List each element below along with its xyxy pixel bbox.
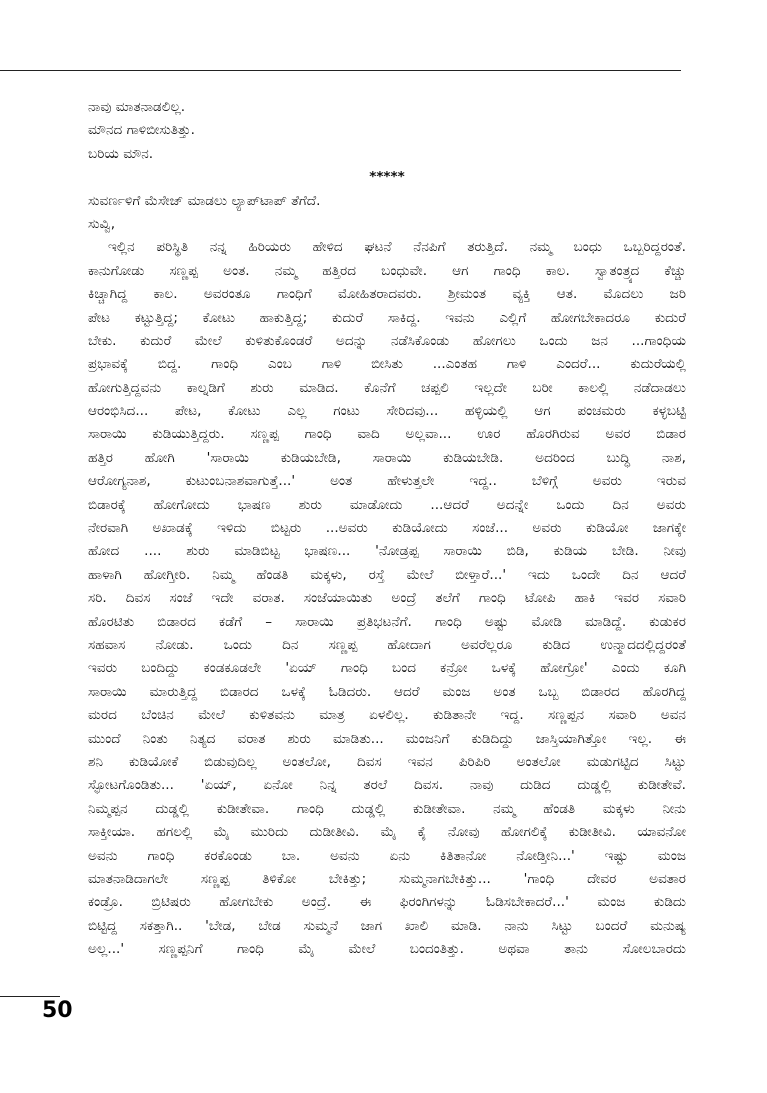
text-line: ಆರಂಭಿಸಿದ... ಪೇಟ, ಕೋಟು ಎಲ್ಲ ಗಂಟು ಸೇರಿದವು... ಹಳ್ಳಿಯಲ್ಲಿ ಆಗ ಪಂಚಮರು ಕಳ್ಳಬಟ್ಟಿ	[88, 403, 686, 420]
text-line: ಸಹವಾಸ ನೋಡು. ಒಂದು ದಿನ ಸಣ್ಣಪ್ಪ ಹೋದಾಗ ಅವರೆಲ್ಲರೂ ಕುಡಿದ ಉನ್ಮಾದದಲ್ಲಿದ್ದರಂತೆ	[88, 636, 686, 653]
text-line: ಪೇಟ ಕಟ್ಟುತ್ತಿದ್ದ; ಕೋಟು ಹಾಕುತ್ತಿದ್ದ; ಕುದುರೆ ಸಾಕಿದ್ದ. ಇವನು ಎಲ್ಲಿಗೆ ಹೋಗಬೇಕಾದರೂ ಕುದುರೆ	[88, 309, 686, 326]
text-line: ಪ್ರಭಾವಕ್ಕೆ ಬಿದ್ದ. ಗಾಂಧಿ ಎಂಬ ಗಾಳಿ ಬೀಸಿತು ...ಎಂತಹ ಗಾಳಿ ಎಂದರೆ... ಕುದುರೆಯಲ್ಲಿ	[88, 356, 686, 373]
text-line: ಅಲ್ಲ...' ಸಣ್ಣಪ್ಪನಿಗೆ ಗಾಂಧಿ ಮೈ ಮೇಲೆ ಬಂದಂತಿತ್ತು. ಅಥವಾ ತಾನು ಸೋಲಬಾರದು	[88, 941, 686, 958]
text-line: ಆರೋಗ್ಯನಾಶ, ಕುಟುಂಬನಾಶವಾಗುತ್ತೆ...' ಅಂತ ಹೇಳುತ್ತಲೇ ಇದ್ದ.. ಬೆಳಿಗ್ಗೆ ಅವರು ಇರುವ	[88, 473, 686, 490]
text-line: ಮುಂದೆ ನಿಂತು ನಿತ್ಯದ ವರಾತ ಶುರು ಮಾಡಿತು... ಮಂಜನಿಗೆ ಕುಡಿದಿದ್ದು ಜಾಸ್ತಿಯಾಗಿತ್ತೋ ಇಲ್ಲ. ಈ	[88, 730, 686, 747]
text-line: ಕಾನುಗೋಡು ಸಣ್ಣಪ್ಪ ಅಂತ. ನಮ್ಮ ಹತ್ತಿರದ ಬಂಧುವೇ. ಆಗ ಗಾಂಧಿ ಕಾಲ. ಸ್ವಾತಂತ್ರ್ಯದ ಕೆಚ್ಚು	[88, 262, 686, 279]
text-line: ಸರಿ. ದಿವಸ ಸಂಜೆ ಇದೇ ವರಾತ. ಸಂಜೆಯಾಯಿತು ಅಂದ್ರೆ ತಲೆಗೆ ಗಾಂಧಿ ಟೋಪಿ ಹಾಕಿ ಇವರ ಸವಾರಿ	[88, 590, 686, 607]
text-line: ಮಾತನಾಡಿದಾಗಲೇ ಸಣ್ಣಪ್ಪ ತಿಳಿಕೋ ಬೇಕಿತ್ತು; ಸುಮ್ಮನಾಗಬೇಕಿತ್ತು... 'ಗಾಂಧಿ ದೇವರ ಅವತಾರ	[88, 870, 686, 887]
text-line: ಸಾಕ್ತೀಯಾ. ಹಗಲಲ್ಲಿ ಮೈ ಮುರಿದು ದುಡೀತೀವಿ. ಮೈ ಕೈ ನೋವು ಹೋಗಲಿಕ್ಕೆ ಕುಡೀತೀವಿ. ಯಾವನೋ	[88, 824, 686, 841]
text-line: ಸ್ಫೋಟಗೊಂಡಿತು... 'ಏಯ್, ಏನೋ ನಿನ್ನ ತರಲೆ ದಿವಸ. ನಾವು ದುಡಿದ ದುಡ್ಡಲ್ಲಿ ಕುಡೀತೇವೆ.	[88, 777, 686, 794]
text-line: ನೇರವಾಗಿ ಅಖಾಡಕ್ಕೆ ಇಳಿದು ಬಿಟ್ಟರು ...ಅವರು ಕುಡಿಯೋದು ಸಂಜೆ... ಅವರು ಕುಡಿಯೋ ಜಾಗಕ್ಕೇ	[88, 520, 686, 537]
text-line: ಹತ್ತಿರ ಹೋಗಿ 'ಸಾರಾಯಿ ಕುಡಿಯಬೇಡಿ, ಸಾರಾಯಿ ಕುಡಿಯಬೇಡಿ. ಅದರಿಂದ ಬುದ್ಧಿ ನಾಶ,	[88, 449, 686, 466]
text-line: ಸುವ್ವಿ,	[88, 215, 116, 232]
page-number: 50	[42, 998, 73, 1023]
section-break: *****	[369, 169, 405, 186]
text-line: ಕಂಡ್ರೊ. ಬ್ರಿಟಿಷರು ಹೋಗಬೇಕು ಅಂದ್ರೆ. ಈ ಫಿರಂಗಿಗಳನ್ನು ಓಡಿಸಬೇಕಾದರೆ...' ಮಂಜ ಕುಡಿದು	[88, 894, 686, 911]
text-line: ಇವರು ಬಂದಿದ್ದು ಕಂಡಕೂಡಲೇ 'ಏಯ್ ಗಾಂಧಿ ಬಂದ ಕನ್ರೋ ಒಳಕ್ಕೆ ಹೋಗ್ರೋ' ಎಂದು ಕೂಗಿ	[88, 660, 686, 677]
text-line: ಬರಿಯ ಮೌನ.	[88, 145, 154, 162]
text-line: ಹೋಗುತ್ತಿದ್ದವನು ಕಾಲ್ನಡಿಗೆ ಶುರು ಮಾಡಿದ. ಕೊನೆಗೆ ಚಪ್ಪಲಿ ಇಲ್ಲದೇ ಬರೀ ಕಾಲಲ್ಲಿ ನಡೆದಾಡಲು	[88, 379, 686, 396]
text-line: ಕಿಚ್ಚಾಗಿದ್ದ ಕಾಲ. ಅವರಂತೂ ಗಾಂಧಿಗೆ ಮೋಹಿತರಾದವರು. ಶ್ರೀಮಂತ ವ್ಯಕ್ತಿ ಆತ. ಮೊದಲು ಜರಿ	[88, 286, 686, 303]
header-rule	[0, 70, 681, 71]
text-line: ಮೌನದ ಗಾಳಿಬೀಸುತಿತ್ತು.	[88, 122, 196, 139]
text-line: ನಾವು ಮಾತನಾಡಲಿಲ್ಲ.	[88, 99, 186, 115]
text-line: ಬಿಡಾರಕ್ಕೆ ಹೋಗೋದು ಭಾಷಣ ಶುರು ಮಾಡೋದು ...ಆದರೆ ಅದನ್ನೇ ಒಂದು ದಿನ ಅವರು	[88, 496, 686, 513]
text-line: ಹೊರಟಿತು ಬಿಡಾರದ ಕಡೆಗೆ – ಸಾರಾಯಿ ಪ್ರತಿಭಟನೆಗೆ. ಗಾಂಧಿ ಅಷ್ಟು ಮೋಡಿ ಮಾಡಿದ್ದೆ. ಕುಡುಕರ	[88, 613, 686, 630]
text-line: ಅವನು ಗಾಂಧಿ ಕರಕೊಂಡು ಬಾ. ಅವನು ಏನು ಕಿತಿತಾನೋ ನೋಡ್ತೀನಿ...' ಇಷ್ಟು ಮಂಜ	[88, 847, 686, 864]
text-line: ಶನಿ ಕುಡಿಯೋಕೆ ಬಿಡುವುದಿಲ್ಲ ಅಂತಲೋ, ದಿವಸ ಇವನ ಪಿರಿಪಿರಿ ಅಂತಲೋ ಮಡುಗಟ್ಟಿದ ಸಿಟ್ಟು	[88, 753, 686, 770]
text-line: ಮರದ ಬೆಂಚಿನ ಮೇಲೆ ಕುಳಿತವನು ಮಾತ್ರ ಏಳಲಿಲ್ಲ. ಕುಡಿತಾನೇ ಇದ್ದ. ಸಣ್ಣಪ್ಪನ ಸವಾರಿ ಅವನ	[88, 707, 686, 724]
text-line: ಸುವರ್ಣಳಿಗೆ ಮೆಸೇಜ್ ಮಾಡಲು ಲ್ಯಾಪ್‌ಟಾಪ್ ತೆಗೆದೆ.	[88, 192, 321, 209]
text-line: ಬಿಟ್ಟಿದ್ದ ಸಕತ್ತಾಗಿ.. 'ಬೇಡ, ಬೇಡ ಸುಮ್ಮನೆ ಜಾಗ ಖಾಲಿ ಮಾಡಿ. ನಾನು ಸಿಟ್ಟು ಬಂದರೆ ಮನುಷ್ಯ	[88, 917, 686, 934]
text-line: ಹೋದ .... ಶುರು ಮಾಡಿಬಿಟ್ಟ ಭಾಷಣ... 'ನೋಡ್ರಪ್ಪ ಸಾರಾಯಿ ಬಿಡಿ, ಕುಡಿಯ ಬೇಡಿ. ನೀವು	[88, 543, 686, 560]
text-line: ಸಾರಾಯಿ ಮಾರುತ್ತಿದ್ದ ಬಿಡಾರದ ಒಳಕ್ಕೆ ಓಡಿದರು. ಆದರೆ ಮಂಜ ಅಂತ ಒಬ್ಬ ಬಿಡಾರದ ಹೊರಗಿದ್ದ	[88, 683, 686, 700]
page-body	[88, 96, 686, 961]
text-line: ಸಾರಾಯಿ ಕುಡಿಯುತ್ತಿದ್ದರು. ಸಣ್ಣಪ್ಪ ಗಾಂಧಿ ವಾದಿ ಅಲ್ಲವಾ... ಊರ ಹೊರಗಿರುವ ಅವರ ಬಿಡಾರ	[88, 426, 686, 443]
text-line: ಬೇಕು. ಕುದುರೆ ಮೇಲೆ ಕುಳಿತುಕೊಂಡರೆ ಅದನ್ನು ನಡೆಸಿಕೊಂಡು ಹೋಗಲು ಒಂದು ಜನ ...ಗಾಂಧಿಯ	[88, 332, 686, 349]
text-line: ಹಾಳಾಗಿ ಹೋಗ್ತೀರಿ. ನಿಮ್ಮ ಹೆಂಡತಿ ಮಕ್ಕಳು, ರಸ್ತೆ ಮೇಲೆ ಬೀಳ್ತಾರೆ...' ಇದು ಒಂದೇ ದಿನ ಆದರೆ	[88, 566, 686, 583]
text-line: ಇಲ್ಲಿನ ಪರಿಸ್ಥಿತಿ ನನ್ನ ಹಿರಿಯರು ಹೇಳಿದ ಘಟನೆ ನೆನಪಿಗೆ ತರುತ್ತಿದೆ. ನಮ್ಮ ಬಂಧು ಒಬ್ಬರಿದ್ದರಂತೆ.	[108, 239, 686, 256]
text-line: ನಿಮ್ಮಪ್ಪನ ದುಡ್ಡಲ್ಲಿ ಕುಡೀತೇವಾ. ಗಾಂಧಿ ದುಡ್ಡಲ್ಲಿ ಕುಡೀತೇವಾ. ನಮ್ಮ ಹೆಂಡತಿ ಮಕ್ಕಳು ನೀನು	[88, 800, 686, 817]
